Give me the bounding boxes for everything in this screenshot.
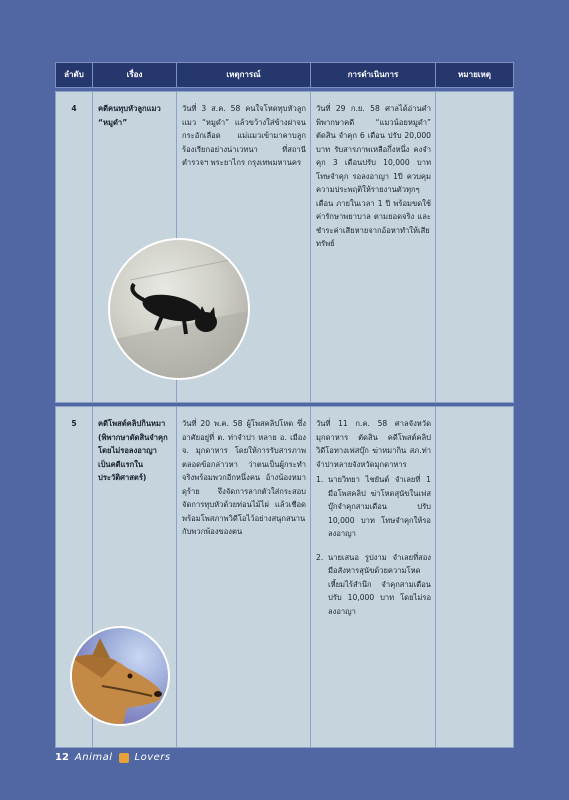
brand-left: Animal — [74, 752, 113, 763]
row-subject: คดีคนทุบหัวลูกแมว “หมูดำ” — [93, 92, 177, 403]
row-event: วันที่ 20 พ.ค. 58 ผู้โพสคลิปโหด ซึ่งอาศัยอยู่ที่ ต. ท่าจำปา หลาย อ. เมือง จ. มุกดาหาร โดยให้การรับสารภาพตลอดข้อกล่าวหา ว่าตนเป็นผู้กระทำจริงพร้อมพวกอีกหนึ่งคน อ้างน้องหมาดุร้าย จึงจัดการลากตัวใส่กระสอบจัดการทุบหัวด้วยท่อนไม้ไผ่ แล้วเชือด พร้อมโพสภาพวิดีโอไว้อย่างสนุกสนานกับพวกพ้องของตน — [177, 407, 311, 748]
cat-photo — [108, 238, 250, 380]
page-number: 12 — [55, 752, 69, 763]
row-event: วันที่ 3 ส.ค. 58 คนใจโหดทุบหัวลูกแมว “หมูดำ” แล้วขว้างใส่ข้างฝาจนกระอักเลือด แม่แมวเข้ามาคาบลูก ร้องเรียกอย่างน่าเวทนา ที่สถานีตำรวจฯ พระยาไกร กรุงเทพมหานคร — [177, 92, 311, 403]
header-number: ลำดับ — [56, 63, 93, 88]
list-item — [316, 551, 431, 619]
list-item-text: นายวิทยา ไชยันต์ จำเลยที่ 1 มือโพสคลิป ฆ่าโหดสุนัขในเฟสบุ๊กจำคุกสามเดือน ปรับ 10,000 บาท โทษจำคุกให้รอลงอาญา — [328, 475, 431, 538]
list-marker: 1. — [316, 475, 324, 484]
row-action — [311, 407, 436, 748]
row-number: 4 — [56, 92, 93, 403]
row-subject: คดีโพสต์คลิปกินหมา (พิพากษาตัดสินจำคุกโดยไม่รอลงอาญา เป็นคดีแรกในประวัติศาสตร์) — [93, 407, 177, 748]
action-list — [316, 473, 431, 618]
header-note: หมายเหตุ — [436, 63, 514, 88]
brand-right: Lovers — [134, 752, 171, 763]
page-footer — [55, 752, 171, 763]
action-intro: วันที่ 11 ก.ค. 58 ศาลจังหวัดมุกดาหาร ตัดสิน คดีโพสต์คลิปวิดีโอทางเฟสบุ๊ก ฆ่าหมากิน สภ.ท่าจำปาหลายจังหวัดมุกดาหาร — [316, 419, 431, 469]
dog-illustration — [72, 628, 170, 726]
header-event: เหตุการณ์ — [177, 63, 311, 88]
table-row — [56, 92, 514, 403]
dog-photo — [70, 626, 170, 726]
row-note — [436, 407, 514, 748]
row-note — [436, 92, 514, 403]
row-number: 5 — [56, 407, 93, 748]
header-action: การดำเนินการ — [311, 63, 436, 88]
row-action: วันที่ 29 ก.ย. 58 ศาลได้อ่านคำพิพากษาคดี “แมวน้อยหมูดำ” ตัดสิน จำคุก 6 เดือน ปรับ 20,000 บาท รับสารภาพเหลือกึ่งหนึ่ง คงจำคุก 3 เดือนปรับ 10,000 บาท โทษจำคุก รอลงอาญา 1ปี ควบคุมความประพฤติให้รายงานตัวทุกๆเดือน ภายในเวลา 1 ปี พร้อมขดใช้ค่ารักษาพยาบาล ตามยอดจริง และชำระค่าเสียหายจากอ้อหาทำให้เสียทรัพย์ — [311, 92, 436, 403]
list-item-text: นายเสนอ รูปงาม จำเลยที่สอง มือสังหารสุนัขด้วยความโหดเหี้ยมไร้สำนึก จำคุกสามเดือน ปรับ 10,000 บาท โดยไม่รอลงอาญา — [328, 552, 431, 616]
header-subject: เรื่อง — [93, 63, 177, 88]
list-marker: 2. — [316, 552, 324, 562]
paw-icon — [119, 753, 129, 763]
list-item — [316, 473, 431, 541]
cat-illustration — [110, 240, 250, 380]
table-header-row — [56, 63, 514, 88]
